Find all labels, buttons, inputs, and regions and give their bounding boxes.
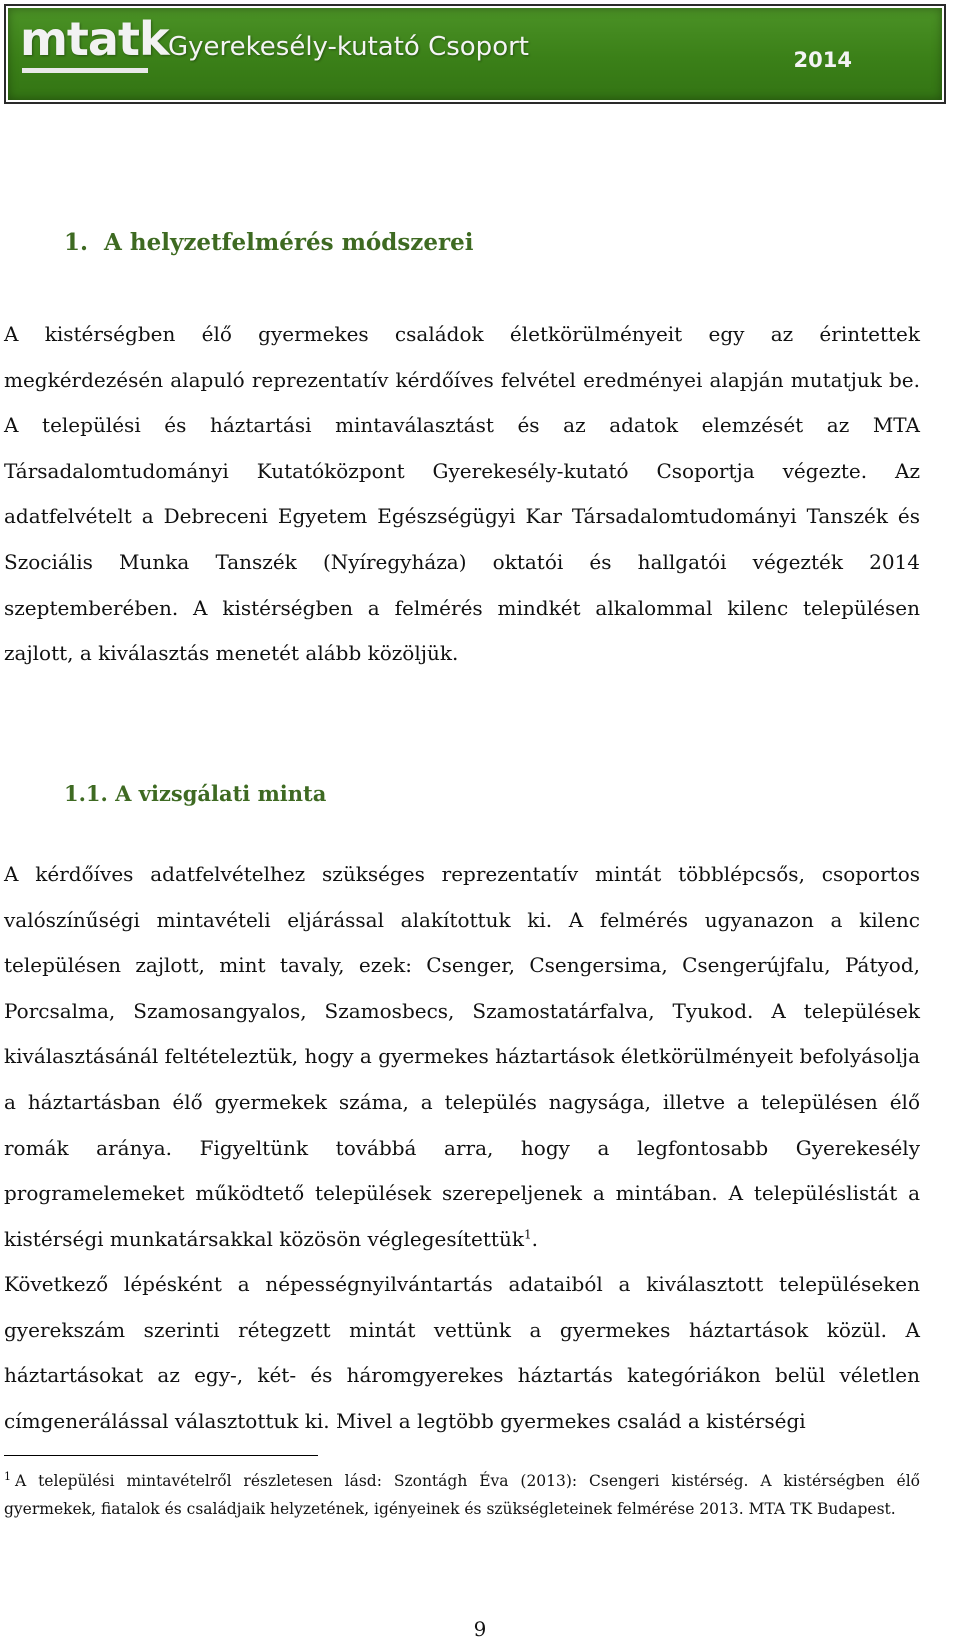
footnote-text: A települési mintavételről részletesen lásd: Szontágh Éva (2013): Csengeri kistérség. A kistérségben élő gyermekek, fiatalok és családjaik helyzetének, igényeinek és szükségleteinek felmérése 2013. MTA TK Budapest. bbox=[4, 1472, 920, 1518]
section-paragraph: A kistérségben élő gyermekes családok életkörülményeit egy az érintettek megkérdezésén alapuló reprezentatív kérdőíves felvétel eredményei alapján mutatjuk be. A települési és háztartási mintaválasztást és az adatok elemzését az MTA Társadalomtudományi Kutatóközpont Gyerekesély-kutató Csoportja végezte. Az adatfelvételt a Debreceni Egyetem Egészségügyi Kar Társadalomtudományi Tanszék és Szociális Munka Tanszék (Nyíregyháza) oktatói és hallgatói végezték 2014 szeptemberében. A kistérségben a felmérés mindkét alkalommal kilenc településen zajlott, a kiválasztás menetét alább közöljük. bbox=[4, 322, 920, 666]
page-number: 9 bbox=[473, 1617, 487, 1641]
section-heading bbox=[64, 228, 474, 258]
footnote-mark: 1 bbox=[4, 1469, 11, 1483]
subsection-number: 1.1. bbox=[64, 781, 108, 806]
section-title: A helyzetfelmérés módszerei bbox=[104, 229, 474, 256]
subsection-title: A vizsgálati minta bbox=[115, 781, 327, 806]
logo-underline bbox=[22, 68, 148, 73]
header-banner bbox=[4, 4, 946, 104]
paragraph-1-text: A kérdőíves adatfelvételhez szükséges reprezentatív mintát többlépcsős, csoportos valószínűségi mintavételi eljárással alakítottuk ki. A felmérés ugyanazon a kilenc településen zajlott, mint tavaly, ezek: Csenger, Csengersima, Csengerújfalu, Pátyod, Porcsalma, Szamosangyalos, Szamosbecs, Szamostatárfalva, Tyukod. A települések kiválasztásánál feltételeztük, hogy a gyermekes háztartások életkörülményeit befolyásolja a háztartásban élő gyermekek száma, a település nagysága, illetve a településen élő romák aránya. Figyeltünk továbbá arra, hogy a legfontosabb Gyerekesély programelemeket működtető települések szerepeljenek a mintában. A településlistát a kistérségi munkatársakkal közösön véglegesítettük bbox=[4, 862, 920, 1251]
section-number: 1. bbox=[64, 229, 89, 256]
paragraph-1-end: . bbox=[531, 1226, 538, 1251]
banner-background bbox=[8, 8, 942, 100]
subsection-paragraph-1 bbox=[4, 852, 920, 1262]
footnote-reference[interactable]: 1 bbox=[523, 1227, 532, 1242]
banner-year: 2014 bbox=[793, 48, 852, 72]
subsection-heading bbox=[64, 779, 326, 809]
subsection-paragraph-2: Következő lépésként a népességnyilvántartás adataiból a kiválasztott településeken gyerekszám szerinti rétegzett mintát vettünk a gyermekes háztartások közül. A háztartásokat az egy-, két- és háromgyerekes háztartás kategóriákon belül véletlen címgenerálással választottuk ki. Mivel a legtöbb gyermekes család a kistérségi bbox=[4, 1272, 920, 1433]
footnote bbox=[4, 1467, 920, 1523]
footnote-divider bbox=[4, 1455, 318, 1456]
mtatk-logo: mtatk bbox=[20, 12, 169, 66]
banner-title: Gyerekesély-kutató Csoport bbox=[168, 32, 529, 62]
